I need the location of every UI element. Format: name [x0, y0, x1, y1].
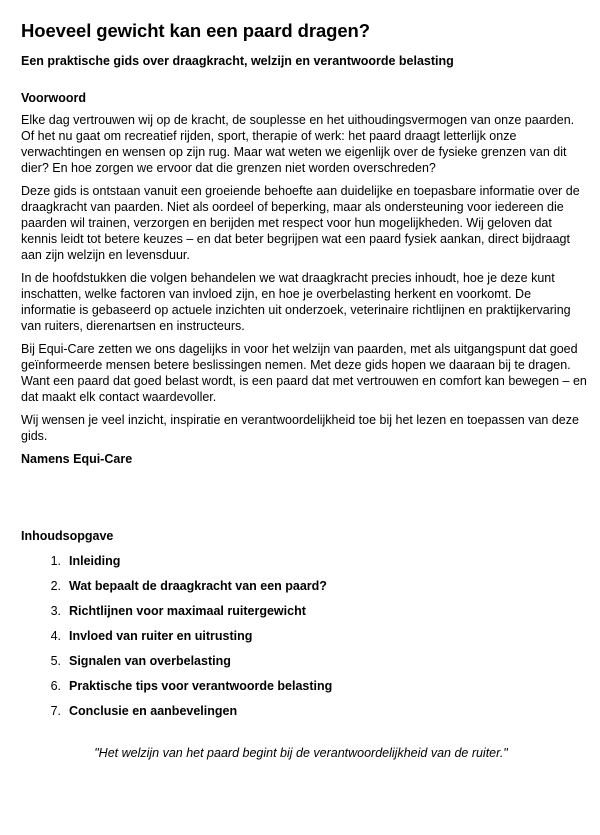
toc-item-number: 5. [50, 654, 61, 668]
closing-quote: "Het welzijn van het paard begint bij de verantwoordelijkheid van de ruiter." [94, 746, 508, 760]
foreword-paragraph: In de hoofdstukken die volgen behandelen we wat draagkracht precies inhoudt, hoe je deze kunt inschatten, welke factoren van invloed zijn, en hoe je overbelasting herkent en voorkomt. De informatie is gebaseerd op actuele inzichten uit onderzoek, veterinaire richtlijnen en praktijkervaring van ruiters, dierenartsen en instructeurs. [21, 271, 571, 333]
document-subtitle: Een praktische gids over draagkracht, welzijn en verantwoorde belasting [21, 54, 454, 68]
toc-item[interactable] [21, 603, 587, 619]
toc-item-label[interactable]: Signalen van overbelasting [69, 654, 231, 668]
toc-item-number: 1. [50, 554, 61, 568]
toc-item-number: 3. [50, 604, 61, 618]
document-title: Hoeveel gewicht kan een paard dragen? [21, 20, 370, 41]
toc-item-number: 2. [50, 579, 61, 593]
toc-item-label[interactable]: Richtlijnen voor maximaal ruitergewicht [69, 604, 306, 618]
toc-item[interactable] [21, 628, 587, 644]
toc-item-label[interactable]: Invloed van ruiter en uitrusting [69, 629, 253, 643]
toc-item-number: 7. [50, 704, 61, 718]
toc-item-label[interactable]: Wat bepaalt de draagkracht van een paard? [69, 579, 327, 593]
foreword-heading: Voorwoord [21, 91, 87, 105]
foreword-paragraph: Elke dag vertrouwen wij op de kracht, de souplesse en het uithoudingsvermogen van onze paarden. Of het nu gaat om recreatief rijden, sport, therapie of werk: het paard draagt letterlijk onze verwachtingen en wensen op zijn rug. Maar wat weten we eigenlijk over de fysieke grenzen van dit dier? En hoe zorgen we ervoor dat die grenzen niet worden overschreden? [21, 113, 575, 175]
toc-item[interactable] [21, 653, 587, 669]
foreword-signoff: Namens Equi-Care [21, 452, 133, 466]
foreword-paragraph: Wij wensen je veel inzicht, inspiratie en verantwoordelijkheid toe bij het lezen en toepassen van deze gids. [21, 413, 579, 443]
toc-item[interactable] [21, 703, 587, 719]
toc-item-label[interactable]: Praktische tips voor verantwoorde belasting [69, 679, 333, 693]
table-of-contents [21, 553, 587, 719]
toc-item-label[interactable]: Inleiding [69, 554, 121, 568]
foreword-paragraph: Deze gids is ontstaan vanuit een groeiende behoefte aan duidelijke en toepasbare informatie over de draagkracht van paarden. Niet als oordeel of beperking, maar als ondersteuning voor iedereen die paarden wil trainen, verzorgen en berijden met respect voor hun mogelijkheden. Wij geloven dat kennis leidt tot betere keuzes – en dat beter begrijpen wat een paard fysiek aankan, direct bijdraagt aan zijn welzijn en levensduur. [21, 184, 580, 262]
toc-item[interactable] [21, 553, 587, 569]
toc-item-label[interactable]: Conclusie en aanbevelingen [69, 704, 238, 718]
toc-item-number: 4. [50, 629, 61, 643]
document-page [21, 18, 587, 761]
foreword-paragraph: Bij Equi-Care zetten we ons dagelijks in voor het welzijn van paarden, met als uitgangspunt dat goed geïnformeerde mensen betere beslissingen nemen. Met deze gids hopen we daaraan bij te dragen. Want een paard dat goed belast wordt, is een paard dat met vertrouwen en comfort kan bewegen – en dat maakt elk contact waardevoller. [21, 342, 587, 404]
toc-item[interactable] [21, 678, 587, 694]
toc-item[interactable] [21, 578, 587, 594]
toc-heading: Inhoudsopgave [21, 529, 114, 543]
toc-item-number: 6. [50, 679, 61, 693]
